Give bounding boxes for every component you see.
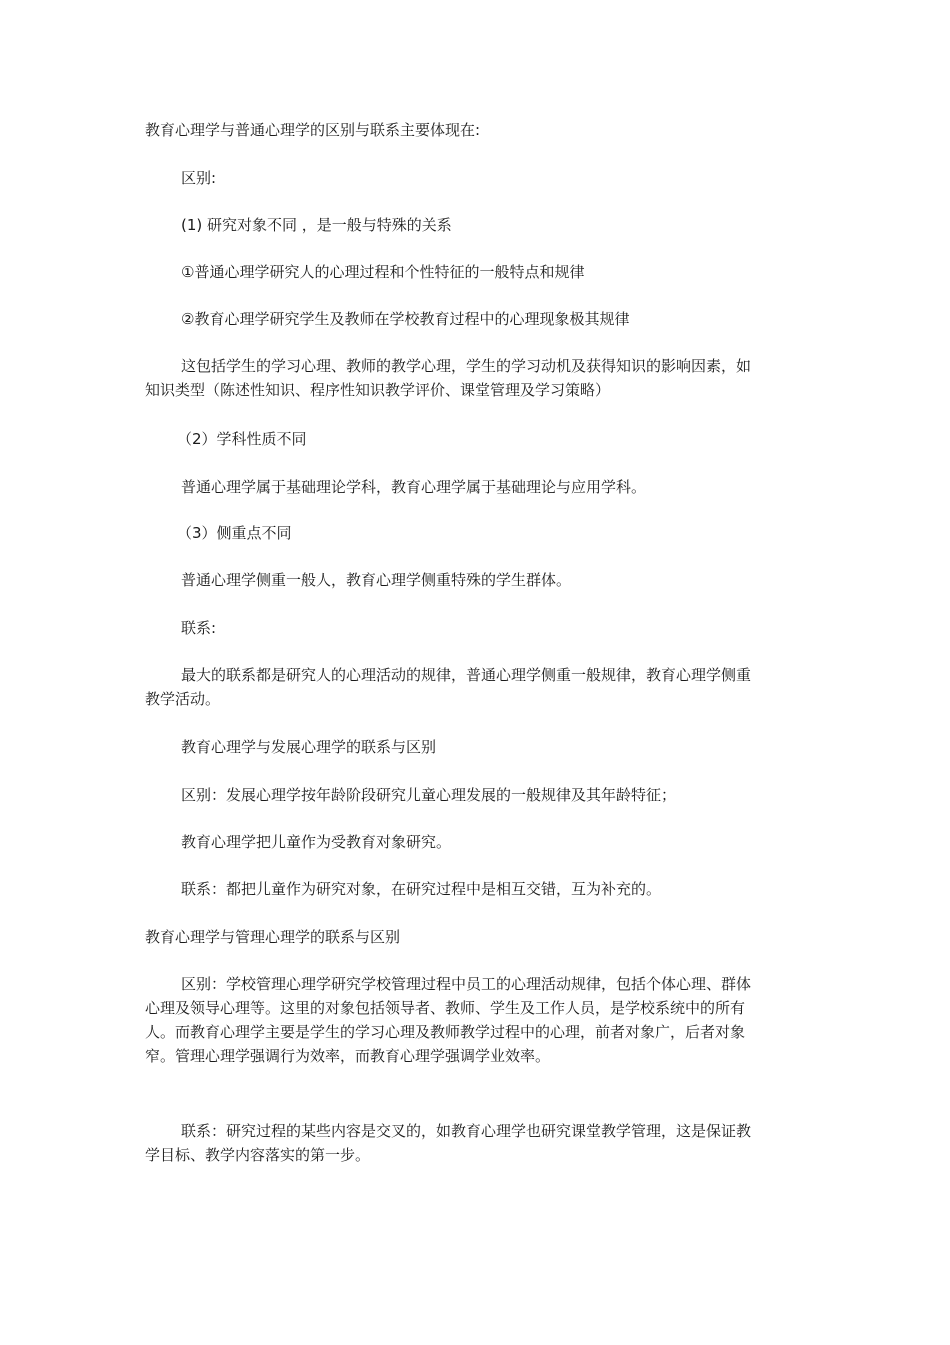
management-difference: 区别：学校管理心理学研究学校管理过程中员工的心理活动规律，包括个体心理、群体心理及领导心理等。这里的对象包括领导者、教师、学生及工作人员，是学校系统中的所有人。而教育心理学主要是学生的学习心理及教师教学过程中的心理，前者对象广，后者对象窄。管理心理学强调行为效率，而教育心理学强调学业效率。 xyxy=(145,975,752,1065)
point-3-heading: （3）侧重点不同 xyxy=(177,524,292,542)
connection-text: 最大的联系都是研究人的心理活动的规律，普通心理学侧重一般规律，教育心理学侧重教学活动。 xyxy=(145,666,752,708)
developmental-object: 教育心理学把儿童作为受教育对象研究。 xyxy=(181,833,452,851)
point-2-heading: （2）学科性质不同 xyxy=(177,430,307,448)
developmental-heading: 教育心理学与发展心理学的联系与区别 xyxy=(181,738,437,756)
point-1-item-a: ①普通心理学研究人的心理过程和个性特征的一般特点和规律 xyxy=(181,263,585,281)
developmental-connection: 联系：都把儿童作为研究对象，在研究过程中是相互交错，互为补充的。 xyxy=(181,880,662,898)
point-1-explanation: 这包括学生的学习心理、教师的教学心理，学生的学习动机及获得知识的影响因素，如知识类型（陈述性知识、程序性知识教学评价、课堂管理及学习策略） xyxy=(145,357,752,399)
management-connection: 联系：研究过程的某些内容是交叉的，如教育心理学也研究课堂教学管理，这是保证教学目标、教学内容落实的第一步。 xyxy=(145,1122,752,1164)
section-label-difference: 区别: xyxy=(181,169,217,187)
intro-heading: 教育心理学与普通心理学的区别与联系主要体现在: xyxy=(145,121,481,139)
developmental-difference: 区别：发展心理学按年龄阶段研究儿童心理发展的一般规律及其年龄特征； xyxy=(181,786,677,804)
point-1-item-b: ②教育心理学研究学生及教师在学校教育过程中的心理现象极其规律 xyxy=(181,310,630,328)
management-heading: 教育心理学与管理心理学的联系与区别 xyxy=(145,928,401,946)
point-2-text: 普通心理学属于基础理论学科，教育心理学属于基础理论与应用学科。 xyxy=(181,478,647,496)
point-3-text: 普通心理学侧重一般人，教育心理学侧重特殊的学生群体。 xyxy=(181,571,572,589)
section-label-connection: 联系: xyxy=(181,619,217,637)
point-1-heading: (1) 研究对象不同 ，是一般与特殊的关系 xyxy=(181,216,452,234)
